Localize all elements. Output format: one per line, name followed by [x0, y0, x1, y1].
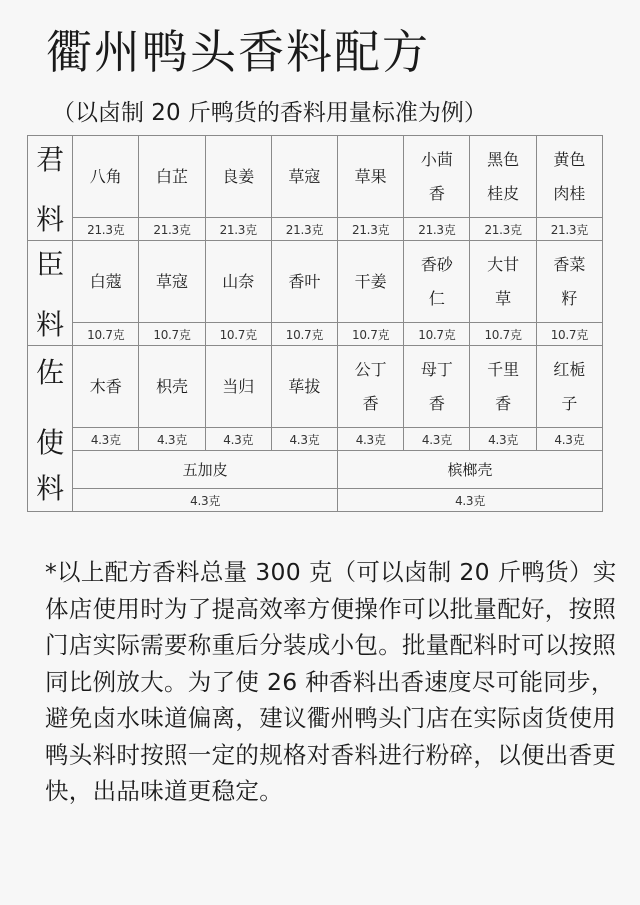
spice-name: 公丁香 [338, 346, 404, 428]
spice-name: 千里香 [470, 346, 536, 428]
spice-amount: 10.7克 [404, 323, 470, 346]
spice-recipe-table [27, 135, 603, 512]
zuo-extra-amount-row [28, 489, 603, 512]
spice-name: 荜拔 [271, 346, 337, 428]
group-char: 料 [36, 203, 65, 236]
spice-amount: 4.3克 [404, 428, 470, 451]
chen-amount-row [28, 323, 603, 346]
group-label-jun [28, 136, 73, 241]
spice-name: 红栀子 [536, 346, 602, 428]
group-char: 佐 [36, 355, 65, 389]
spice-amount: 21.3克 [73, 218, 139, 241]
spice-amount: 21.3克 [536, 218, 602, 241]
spice-amount: 10.7克 [470, 323, 536, 346]
page-title: 衢州鸭头香料配方 [46, 25, 430, 79]
spice-amount: 10.7克 [139, 323, 205, 346]
spice-name: 槟榔壳 [338, 451, 603, 489]
spice-amount: 10.7克 [536, 323, 602, 346]
spice-amount: 10.7克 [205, 323, 271, 346]
spice-name: 白蔻 [73, 241, 139, 323]
spice-amount: 4.3克 [205, 428, 271, 451]
spice-amount: 21.3克 [404, 218, 470, 241]
spice-name: 香叶 [271, 241, 337, 323]
group-label-chen [28, 241, 73, 346]
jun-spice-row [28, 136, 603, 218]
spice-name: 枳壳 [139, 346, 205, 428]
spice-name: 白芷 [139, 136, 205, 218]
spice-amount: 4.3克 [73, 489, 338, 512]
subtitle: （以卤制 20 斤鸭货的香料用量标准为例） [52, 100, 487, 126]
spice-name: 黑色桂皮 [470, 136, 536, 218]
spice-name: 山奈 [205, 241, 271, 323]
spice-amount: 21.3克 [470, 218, 536, 241]
spice-name: 五加皮 [73, 451, 338, 489]
spice-name: 香砂仁 [404, 241, 470, 323]
spice-name: 草寇 [139, 241, 205, 323]
spice-name: 草寇 [271, 136, 337, 218]
spice-name: 黄色肉桂 [536, 136, 602, 218]
spice-name: 八角 [73, 136, 139, 218]
spice-amount: 21.3克 [139, 218, 205, 241]
spice-amount: 4.3克 [470, 428, 536, 451]
spice-amount: 21.3克 [205, 218, 271, 241]
group-char: 君 [36, 143, 65, 176]
recipe-note: *以上配方香料总量 300 克（可以卤制 20 斤鸭货）实体店使用时为了提高效率方便操作可以批量配好，按照门店实际需要称重后分装成小包。批量配料时可以按照同比例放大。为了使 26 种香料出香速度尽可能同步，避免卤水味道偏离，建议衢州鸭头门店在实际卤货使用鸭头料时按照一定的规格对香料进行粉碎，以便出香更快，出品味道更稳定。 [45, 558, 617, 805]
group-char: 臣 [36, 248, 65, 281]
zuo-amount-row [28, 428, 603, 451]
spice-amount: 4.3克 [338, 428, 404, 451]
chen-spice-row [28, 241, 603, 323]
group-char: 料 [36, 308, 65, 341]
spice-name: 小茴香 [404, 136, 470, 218]
spice-amount: 10.7克 [271, 323, 337, 346]
spice-name: 良姜 [205, 136, 271, 218]
spice-amount: 4.3克 [271, 428, 337, 451]
spice-name: 草果 [338, 136, 404, 218]
group-char: 使 [36, 425, 65, 459]
spice-name: 大甘草 [470, 241, 536, 323]
zuo-extra-spice-row [28, 451, 603, 489]
spice-name: 干姜 [338, 241, 404, 323]
zuo-spice-row [28, 346, 603, 428]
spice-amount: 4.3克 [139, 428, 205, 451]
spice-name: 香菜籽 [536, 241, 602, 323]
jun-amount-row [28, 218, 603, 241]
group-char: 料 [36, 471, 65, 505]
spice-amount: 10.7克 [73, 323, 139, 346]
spice-name: 母丁香 [404, 346, 470, 428]
spice-amount: 21.3克 [271, 218, 337, 241]
spice-amount: 10.7克 [338, 323, 404, 346]
spice-amount: 21.3克 [338, 218, 404, 241]
group-label-zuoshi [28, 346, 73, 512]
spice-name: 当归 [205, 346, 271, 428]
spice-amount: 4.3克 [73, 428, 139, 451]
spice-name: 木香 [73, 346, 139, 428]
spice-amount: 4.3克 [536, 428, 602, 451]
spice-amount: 4.3克 [338, 489, 603, 512]
